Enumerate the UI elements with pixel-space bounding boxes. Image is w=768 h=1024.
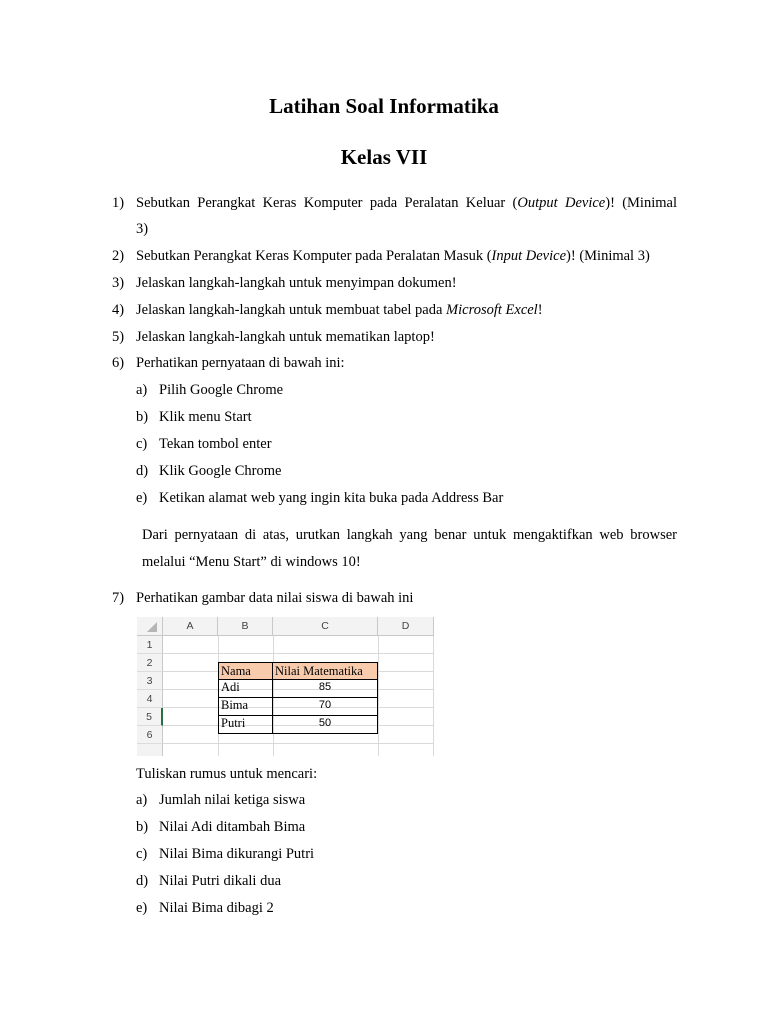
- row-header-partial: [137, 744, 163, 756]
- q6-item-text: Klik menu Start: [159, 409, 252, 425]
- table-header-cell: Nama: [218, 662, 273, 680]
- column-header: C: [273, 617, 378, 636]
- table-cell-score: 70: [272, 697, 378, 716]
- q6-instruction-paragraph: [142, 522, 677, 576]
- q7-item-text: Jumlah nilai ketiga siswa: [159, 792, 306, 808]
- row-header-selected: 5: [137, 708, 163, 726]
- q7-item-label: e): [136, 900, 148, 916]
- question-2-number: 2): [112, 248, 125, 264]
- q7-instruction: Tuliskan rumus untuk mencari:: [136, 766, 318, 782]
- q7-item-text: Nilai Putri dikali dua: [159, 873, 282, 889]
- table-header-cell: Nilai Matematika: [272, 662, 378, 680]
- document-subtitle: Kelas VII: [340, 145, 428, 169]
- question-1-text: [136, 195, 677, 212]
- row-header: 3: [137, 672, 163, 690]
- column-header: A: [163, 617, 218, 636]
- question-6-number: 6): [112, 355, 125, 371]
- q7-item-label: d): [136, 873, 149, 889]
- column-header: B: [218, 617, 273, 636]
- row-header: 6: [137, 726, 163, 744]
- q6-item-text: Klik Google Chrome: [159, 463, 282, 479]
- question-1-pre: Sebutkan Perangkat Keras Komputer pada Peralatan Keluar (: [136, 195, 518, 211]
- spreadsheet-corner: [137, 617, 163, 636]
- table-cell-score: 50: [272, 715, 378, 734]
- column-header: D: [378, 617, 434, 636]
- question-1-continuation: 3): [136, 221, 149, 237]
- row-header: 4: [137, 690, 163, 708]
- question-1-number: 1): [112, 195, 125, 211]
- document-title: Latihan Soal Informatika: [269, 94, 499, 118]
- q7-item-text: Nilai Bima dikurangi Putri: [159, 846, 315, 862]
- question-4-pre: Jelaskan langkah-langkah untuk membuat tabel pada: [136, 302, 447, 318]
- table-cell-name: Bima: [218, 697, 273, 716]
- question-2-pre: Sebutkan Perangkat Keras Komputer pada Peralatan Masuk (: [136, 248, 492, 264]
- q7-item-label: c): [136, 846, 148, 862]
- q6-item-label: c): [136, 436, 148, 452]
- question-5-text: Jelaskan langkah-langkah untuk mematikan laptop!: [136, 329, 435, 345]
- question-4-text: [136, 302, 677, 319]
- question-2-post: )! (Minimal 3): [566, 248, 650, 264]
- question-3-text: Jelaskan langkah-langkah untuk menyimpan dokumen!: [136, 275, 457, 291]
- question-4-italic: Microsoft Excel: [446, 302, 538, 318]
- question-4-number: 4): [112, 302, 125, 318]
- question-2-italic: Input Device: [491, 248, 567, 264]
- q7-item-text: Nilai Adi ditambah Bima: [159, 819, 306, 835]
- row-header: 2: [137, 654, 163, 672]
- spreadsheet-image: [137, 617, 434, 756]
- question-5-number: 5): [112, 329, 125, 345]
- question-1-post: )! (Minimal: [605, 195, 677, 211]
- question-4-post: !: [537, 302, 543, 318]
- q7-item-label: a): [136, 792, 148, 808]
- q6-item-label: b): [136, 409, 149, 425]
- row-header: 1: [137, 636, 163, 654]
- question-3-number: 3): [112, 275, 125, 291]
- question-6-text: Perhatikan pernyataan di bawah ini:: [136, 355, 345, 371]
- q6-item-label: a): [136, 382, 148, 398]
- table-cell-score: 85: [272, 679, 378, 698]
- question-7-text: Perhatikan gambar data nilai siswa di bawah ini: [136, 590, 414, 606]
- select-all-icon: [137, 617, 163, 636]
- q6-item-text: Pilih Google Chrome: [159, 382, 284, 398]
- table-cell-name: Adi: [218, 679, 273, 698]
- q6-item-text: Ketikan alamat web yang ingin kita buka pada Address Bar: [159, 490, 504, 506]
- q7-item-label: b): [136, 819, 149, 835]
- q6-paragraph-line-1: Dari pernyataan di atas, urutkan langkah yang benar untuk mengaktifkan web browser: [142, 527, 677, 543]
- q6-item-text: Tekan tombol enter: [159, 436, 272, 452]
- q6-item-label: e): [136, 490, 148, 506]
- question-2-text: [136, 248, 677, 265]
- question-1-italic: Output Device: [517, 195, 606, 211]
- question-7-number: 7): [112, 590, 125, 606]
- q6-paragraph-line-2: melalui “Menu Start” di windows 10!: [142, 554, 361, 570]
- q7-item-text: Nilai Bima dibagi 2: [159, 900, 274, 916]
- table-cell-name: Putri: [218, 715, 273, 734]
- q6-item-label: d): [136, 463, 149, 479]
